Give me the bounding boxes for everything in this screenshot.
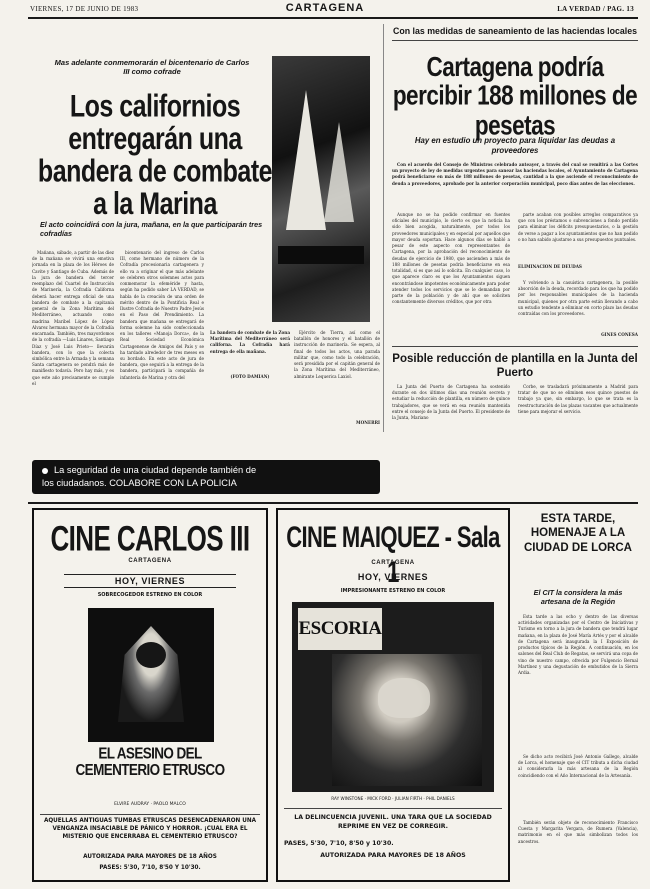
deudas-subhead: Hay en estudio un proyecto para liquidar las deudas a proveedores	[414, 136, 616, 156]
page-number: LA VERDAD / PAG. 13	[557, 5, 634, 13]
maiquez-poster-title: ESCORIA	[298, 618, 382, 639]
deudas-subtitle: ELIMINACION DE DEUDAS	[518, 264, 582, 269]
deudas-headline: Cartagena podría percibir 188 millones de pesetas	[392, 50, 638, 141]
marina-subhead: El acto coincidirá con la jura, mañana, en la que participarán tres cofradías	[40, 220, 263, 239]
marina-byline: MONERRI	[356, 420, 380, 425]
carlos-title: CINE CARLOS III	[50, 518, 250, 559]
ad-cine-maiquez	[276, 508, 510, 882]
carlos-tagline: AQUELLAS ANTIGUAS TUMBAS ETRUSCAS DESENCADENARON UNA VENGANZA INSACIABLE DE PÁNICO Y HORROR. ¡CUAL ERA EL MISTERIO QUE ENCERRABA EL CEMENTERIO ETRUSCO?	[43, 818, 257, 840]
section-masthead: CARTAGENA	[285, 2, 365, 14]
banner-line-1: La seguridad de una ciudad depende también de	[54, 465, 257, 475]
lorca-body-1: Esta tarde a las ocho y dentro de las diversas actividades organizadas por el Centro de Iniciativas y Turismo en torno a la jura de bandera que tendrá lugar mañana, en la plaza de José María Artés y por el alcalde de Cartagena será inaugurada la I Exposición de productos típicos de la Región. A continuación, en los salones del Real Club de Regatas, se servirá una copa de vino de nuestro campo, ofrecida por Fulgencio Bernal Martínez y una degustación de embutidos de la Sierra Ardia.	[518, 614, 638, 676]
police-banner	[32, 460, 380, 494]
maiquez-credits: RAY WINSTONE · MICK FORD · JULIAN FIRTH · PHIL DANIELS	[331, 796, 455, 801]
maiquez-rating: AUTORIZADA PARA MAYORES DE 18 AÑOS	[320, 852, 466, 859]
marina-col-1: Mañana, sábado, a partir de las diez de la mañana se vivirá una emotiva jornada en la plaza de los Héroes de Cavite y Santiago de Cuba. Además de la jura de bandera del tercer reemplazo del Cuartel de Instrucción de Marinería, la Cofradía Californa deberá hacer entrega oficial de una bandera de combate a la capitanía general de la Zona Marítima del Mediterráneo, actuando como madrina Maribel López de López Alvarez hermana mayor de la Cofradía encarnada. También, tres mayordomos de la cofradía —Luis Linares, Santiago Díaz y José Luis Prieto— llevarán bandera, con lo que la colecta simbólica entre la Armada y la semana Santa cartagenera se pondrá más de manifiesto todavía. Pero hay más, y es que este año precisamente se cumple el	[32, 250, 114, 386]
deudas-col-2: parte acaban con posibles arreglos comparativos ya que con los préstamos o subvenciones a fondo perdido para eliminar los déficits presupuestarios, o la gestión de verse a pagar a los ayuntamientos que no han pedido o no han sabido ajustarse a sus presupuestos puntuales.	[518, 212, 638, 242]
deudas-kicker: Con las medidas de saneamiento de las haciendas locales	[393, 26, 637, 36]
article-lorca	[518, 510, 638, 882]
marina-photo-credit: (FOTO DAMIAN)	[230, 374, 270, 379]
marina-photo-caption: La bandera de combate de la Zona Marítima del Mediterráneo será californa. La Cofradía hará entrega de ella mañana.	[210, 330, 290, 354]
puerto-headline: Posible reducción de plantilla en la Junta del Puerto	[392, 353, 638, 380]
deudas-col-1: Aunque no se ha podido confirmar en fuentes oficiales del municipio, lo cierto es que la noticia ha sido bien acogida, naturalmente, por todos los proveedores municipales y en especial por aquellos que mayor deuda soportan. Hace algunos días se habló a pesar de este aspecto con representantes de Cartagena, por la aprobación del reconocimiento de deudas de ejercicio de 1980, que ascienden a más de 188 millones de pesetas podría beneficiarse en esa totalidad, si es que así lo solicita. En cualquier caso, lo que aparece claro es que los Ayuntamientos siguen encontrándose impotentes económicamente para poder atender todos los servicios que se le demandan por parte de la población y de ahí que se soliciten constantemente diversos créditos, que por otra	[392, 212, 510, 305]
lorca-headline: ESTA TARDE, HOMENAJE A LA CIUDAD DE LORCA	[524, 513, 632, 554]
carlos-day: HOY, VIERNES	[64, 574, 236, 588]
marina-photo	[272, 56, 370, 322]
marina-col-2: bicentenario del ingreso de Carlos III, como hermano de número de la Cofradía procesionaria cartagenera y ello va a originar el que más adelante se celebren otros solemnes actos para conmemorar la efeméride y hasta, según ha podido saber LA VERDAD, se habla de la creación de una orden de mérito dentro de la Pontificia Real e Ilustre Cofradía de Nuestro Padre Jesús en el Paso del Prendimiento. La bandera que mañana se entregará de forma solemne ha sido confeccionada en los talleres «Manoja Dorca», de la Real Sociedad Económica Cartagenense de Amigos del País y se ha tardado alrededor de tres meses en su bordado. En este acto de jura de bandera, que seguirá a la entrega de la bandera, participará la compañía de infantería de Marina y otra del	[120, 250, 204, 380]
maiquez-pases: PASES, 5'30, 7'10, 8'50 y 10'30.	[284, 840, 394, 847]
lorca-body-2: Se dicho acto recibirá José Antonio Gallego, alcalde de Lorca, el homenaje que el CIT tributa a dicha ciudad al considerarla la más artesana de la Región coincidiendo con el Año Internacional de la Artesanía.	[518, 754, 638, 778]
ad-cine-carlos	[32, 508, 268, 882]
article-marina	[28, 24, 384, 432]
deudas-byline: GINES CONESA	[601, 332, 638, 337]
lorca-subhead: El CIT la considera la más artesana de la Región	[533, 588, 623, 607]
marina-col-3: Ejército de Tierra, así como el batallón de honores y el batallón de instrucción de marinería. Se espera, al final de todos los actos, una parada militar que, como todo la celebración, será presidida por el capitán general de la Zona Marítima del Mediterráneo, almirante Lequerica Laxiol.	[294, 330, 380, 379]
puerto-col-1: La Junta del Puerto de Cartagena ha sostenido durante en dos últimos días una reunión secreta y estudiar la reducción de plantilla, en número de quince trabajadores, que se verá en esa reunión mantenida entre el consejo de la Junta del Puerto. El presidente de la Junta, Mariano	[392, 384, 510, 421]
header-date: VIERNES, 17 DE JUNIO DE 1983	[30, 5, 139, 13]
banner-line-2: los ciudadanos. COLABORE CON LA POLICIA	[42, 477, 237, 488]
carlos-film-title: EL ASESINO DEL CEMENTERIO ETRUSCO	[75, 744, 225, 778]
carlos-rating: AUTORIZADA PARA MAYORES DE 18 AÑOS	[83, 854, 217, 860]
bullet-icon	[42, 468, 48, 474]
maiquez-city: CARTAGENA	[371, 560, 415, 566]
carlos-pases: PASES: 5'30, 7'10, 8'50 Y 10'30.	[99, 865, 201, 871]
maiquez-title: CINE MAIQUEZ - Sala 1	[286, 520, 500, 589]
marina-headline: Los californios entregarán una bandera de combate a la Marina	[37, 88, 273, 222]
maiquez-tagline: LA DELINCUENCIA JUVENIL. UNA TARA QUE LA SOCIEDAD REPRIME EN VEZ DE CORREGIR.	[294, 814, 492, 830]
article-deudas	[392, 24, 638, 342]
puerto-col-2: Corbe, se trasladará próximamente a Madrid para tratar de que no se eliminen esos quince puestos de trabajo ya que, sin embargo, lo que se trata es la reestructuración de las plazas vacantes que actualmente tiene para mejorar el servicio.	[518, 384, 638, 414]
marina-kicker: Mas adelante conmemorarán el bicentenario de Carlos III como cofrade	[54, 58, 250, 77]
carlos-city: CARTAGENA	[128, 558, 172, 564]
deudas-col-2b: Y volviendo a la casuística cartagenera, la posible absorción de la deuda, recordado para los que ha podido por los responsables municipales de la hacienda municipal, quienes por otra parte están llevando a cabo un estudio tendente a eliminar en corto plazo las deudas contraídas con los proveedores.	[518, 280, 638, 317]
lorca-body-3: También serán objeto de reconocimiento Francisco Cuesta y Margarita Vergara, de Rumera (Valencia), matrimonio en el que más simbolizan todos los ancestros.	[518, 820, 638, 844]
header-rule	[28, 17, 638, 19]
maiquez-day: HOY, VIERNES	[357, 572, 429, 582]
maiquez-note: IMPRESIONANTE ESTRENO EN COLOR	[340, 588, 446, 594]
maiquez-poster-art	[292, 602, 494, 792]
carlos-note: SOBRECOGEDOR ESTRENO EN COLOR	[97, 592, 203, 598]
deudas-lead: Con el acuerdo del Consejo de Ministros celebrado anteayer, a través del cual se remitirá a las Cortes un proyecto de ley de medidas urgentes para sanear las haciendas locales, el Ayuntamiento de Cartagena podrá beneficiarse en más de 188 millones de pesetas, cantidad a la que asciende el reconocimiento de deuda a proveedores, aprobado por la anterior corporación municipal, poco días antes de las elecciones.	[392, 162, 638, 186]
article-puerto	[392, 350, 638, 442]
carlos-credits: ELVIRE AUDRAY · PAOLO MALCO	[114, 802, 186, 807]
carlos-poster-art	[88, 608, 214, 742]
